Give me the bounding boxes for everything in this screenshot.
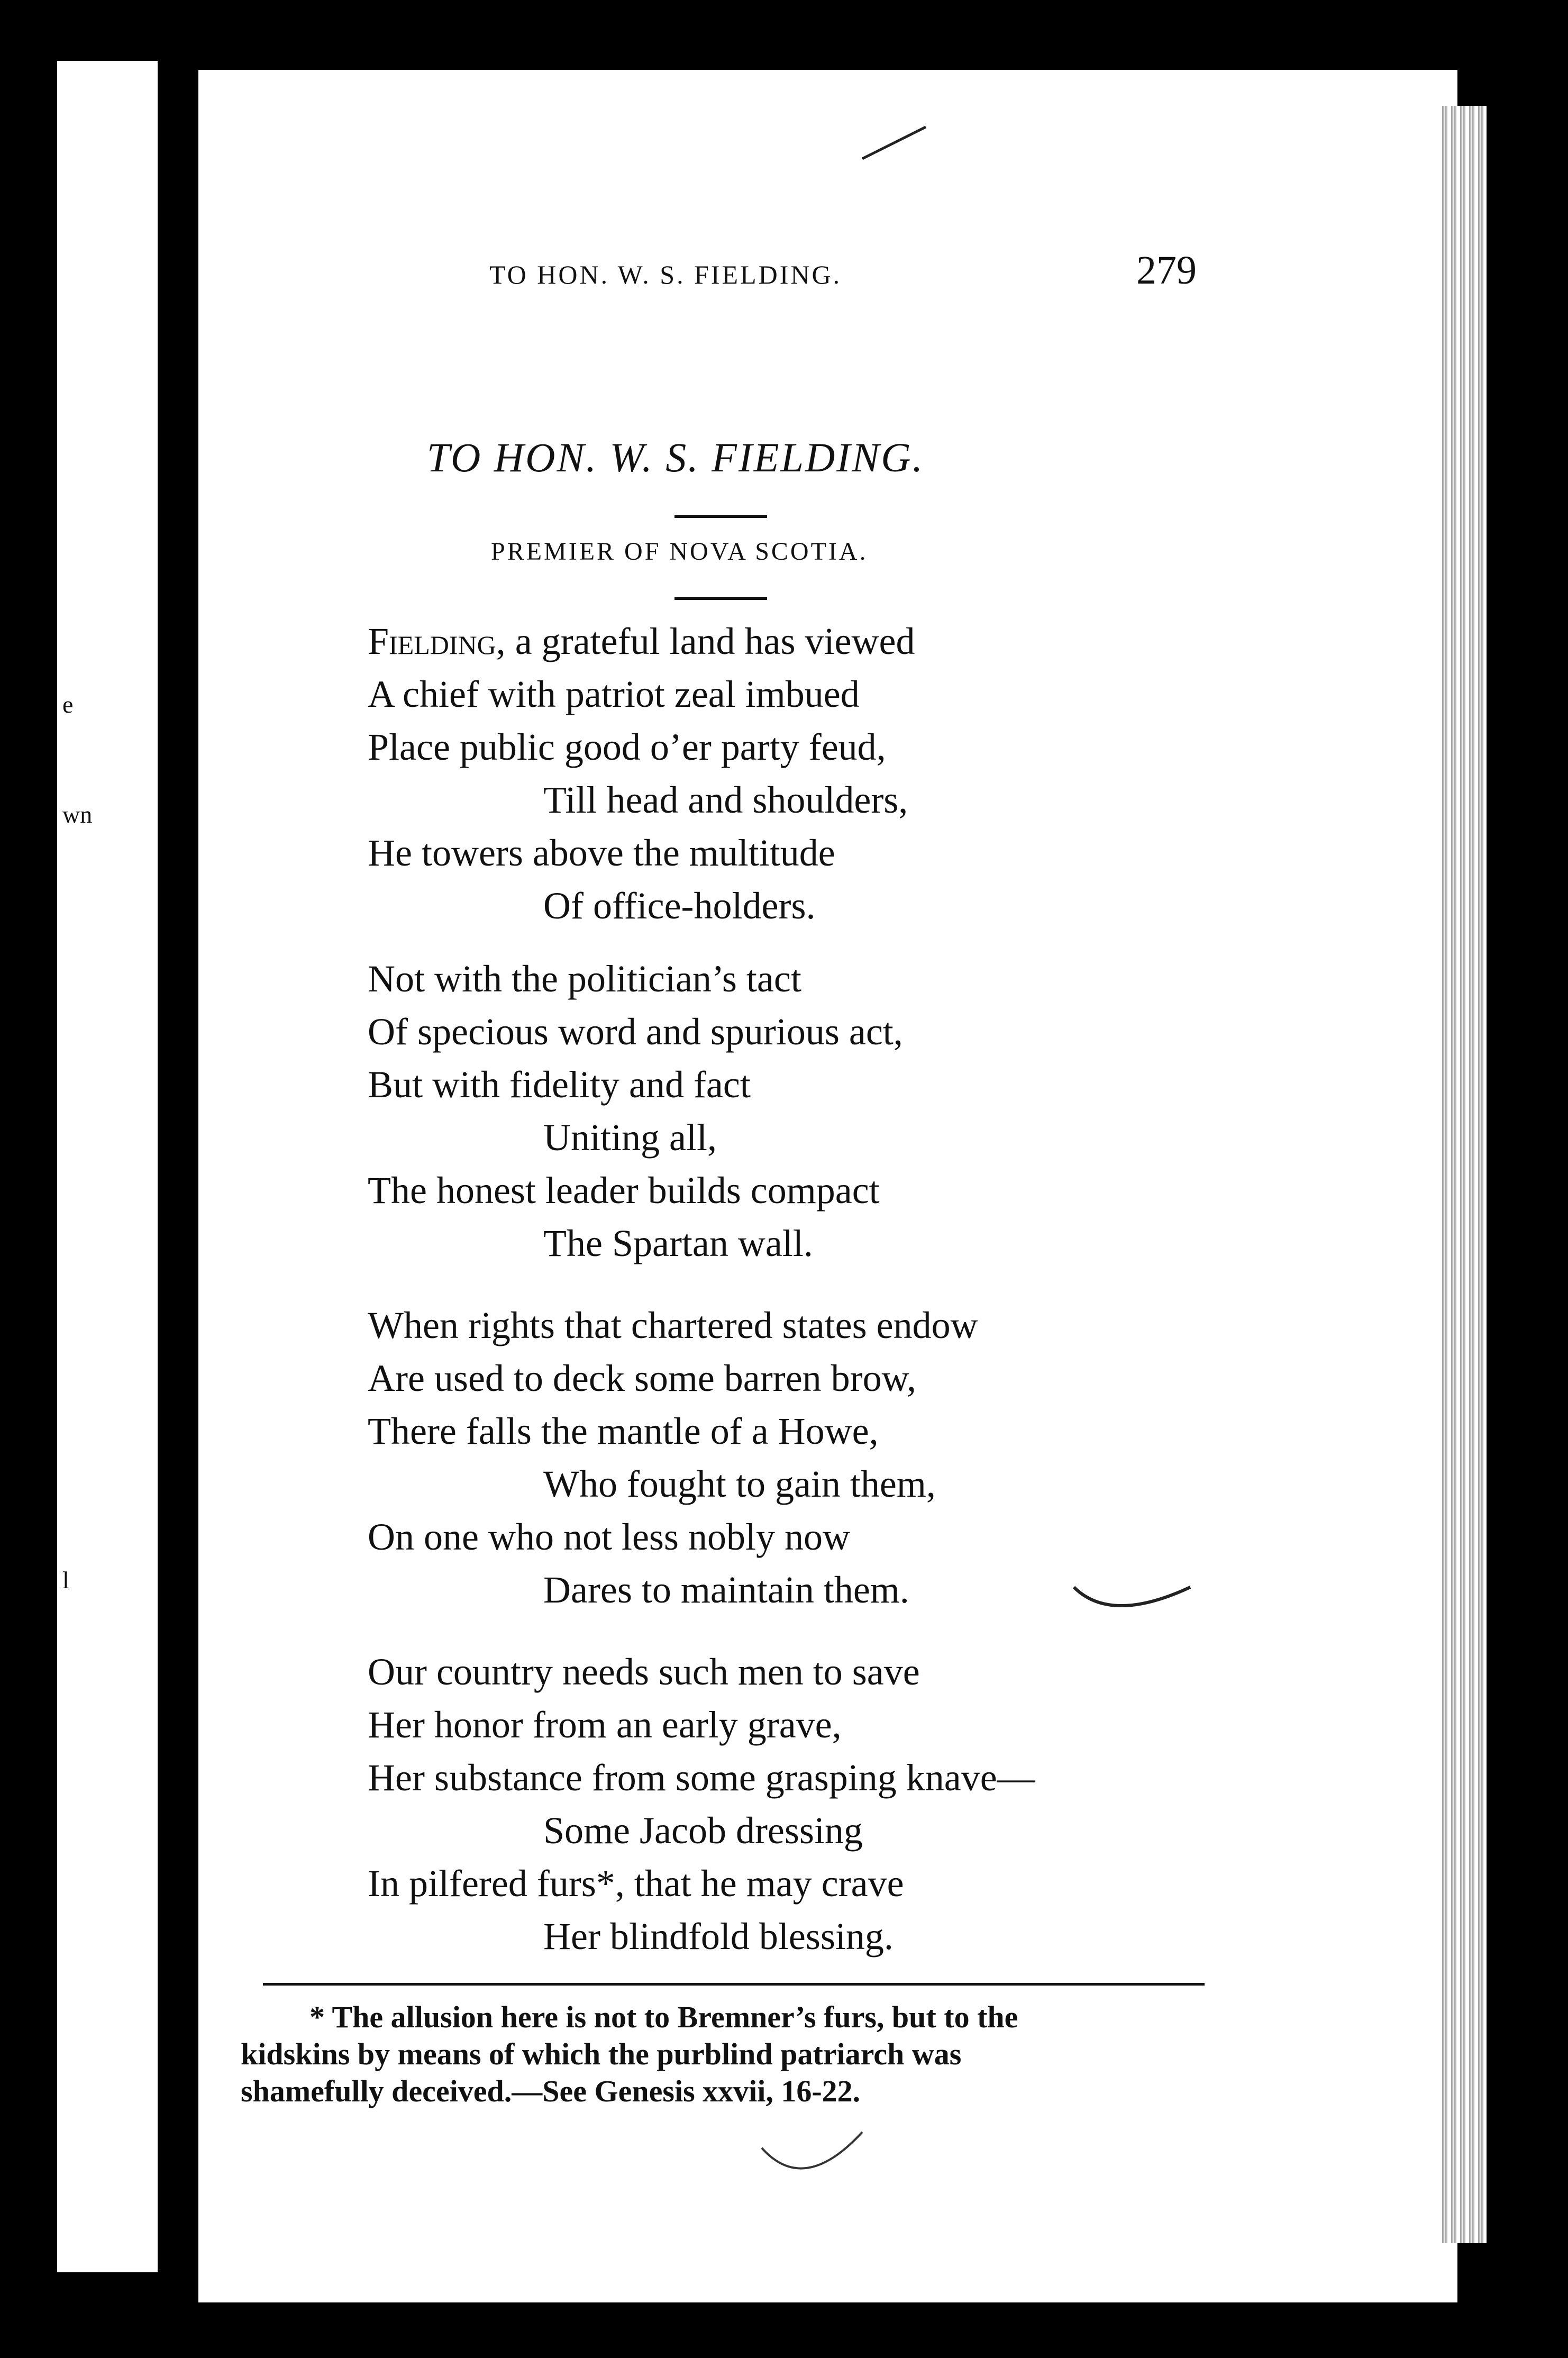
poem-line: Of office-holders. [543,885,816,927]
poem-line: But with fidelity and fact [368,1063,751,1106]
poem-line: There falls the mantle of a Howe, [368,1410,879,1452]
poem-line: Are used to deck some barren brow, [368,1357,916,1399]
left-page-fragment: l [62,1567,69,1594]
footnote-line: shamefully deceived.—See Genesis xxvii, 16-22. [241,2074,861,2108]
poem-line: Some Jacob dressing [543,1809,863,1852]
poem-line: Who fought to gain them, [543,1463,936,1505]
stanza [368,1299,978,1616]
stanza [368,1645,1035,1963]
page-edge-texture [1439,106,1487,2243]
poem-line: Her blindfold blessing. [543,1915,894,1958]
pencil-mark [857,122,931,169]
poem-line: Till head and shoulders, [543,779,908,821]
page-number: 279 [1136,248,1197,293]
running-head: TO HON. W. S. FIELDING. [489,260,842,289]
left-page-edge [57,61,158,2272]
poem-line: Dares to maintain them. [543,1569,909,1611]
poem-line: He towers above the multitude [368,832,835,874]
poem-line: A chief with patriot zeal imbued [368,673,860,715]
subtitle-rule [674,597,767,600]
poem-line: Place public good o’er party feud, [368,726,886,768]
drop-word: Fielding, [368,620,506,662]
title-rule [674,515,767,518]
footnote [241,1999,1209,2110]
poem-line: Of specious word and spurious act, [368,1010,903,1053]
poem-title: TO HON. W. S. FIELDING. [427,434,925,480]
poem-line: The honest leader builds compact [368,1169,880,1212]
poem-line: Her substance from some grasping knave— [368,1756,1035,1799]
stanza [368,952,903,1270]
poem-line: When rights that chartered states endow [368,1304,978,1346]
poem-line: Not with the politician’s tact [368,958,801,1000]
stanza [368,615,915,932]
poem-line: In pilfered furs*, that he may crave [368,1862,904,1905]
poem-line: Our country needs such men to save [368,1651,920,1693]
pencil-mark [756,2127,873,2196]
poem-line: Fielding, a grateful land has viewed [368,620,915,662]
poem-subtitle: PREMIER OF NOVA SCOTIA. [491,538,868,566]
left-page-fragment: e [62,691,74,718]
poem-line: On one who not less nobly now [368,1516,850,1558]
poem-line: The Spartan wall. [543,1222,813,1264]
poem-line: Uniting all, [543,1116,717,1159]
pencil-mark [1069,1577,1196,1624]
poem-line: Her honor from an early grave, [368,1704,842,1746]
left-page-fragment: wn [62,801,93,828]
footnote-line: * The allusion here is not to Bremner’s furs, but to the [309,2000,1018,2034]
footnote-line: kidskins by means of which the purblind patriarch was [241,2037,962,2071]
footnote-rule [263,1983,1205,1986]
